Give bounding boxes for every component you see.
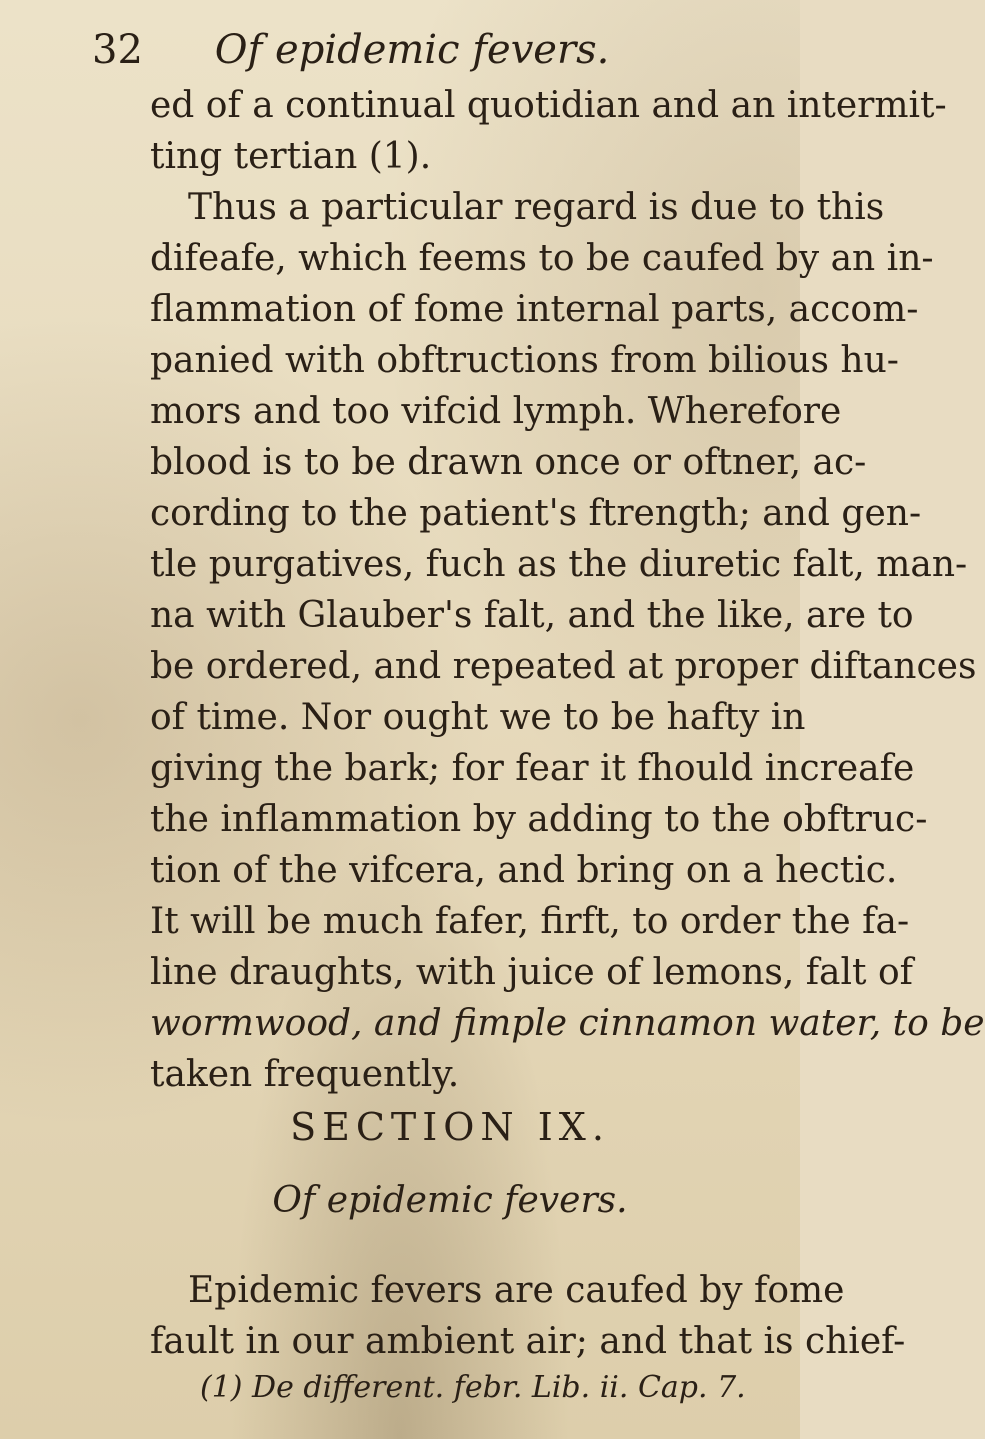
text-line: of time. Nor ought we to be hafty in — [150, 697, 806, 738]
text-line: line draughts, with juice of lemons, falt of — [150, 952, 913, 993]
main-text — [150, 80, 985, 1100]
text-line: fault in our ambient air; and that is chief- — [150, 1321, 906, 1362]
text-line: difeafe, which feems to be caufed by an in- — [150, 238, 934, 279]
text-line: tle purgatives, fuch as the diuretic falt, man- — [150, 544, 968, 585]
text-line: blood is to be drawn once or oftner, ac- — [150, 442, 867, 483]
section-text — [150, 1265, 906, 1367]
text-line: Epidemic fevers are caufed by fome — [188, 1270, 845, 1311]
text-line: It will be much fafer, firft, to order the fa- — [150, 901, 910, 942]
running-title: Of epidemic fevers. — [214, 27, 610, 73]
text-line: flammation of fome internal parts, accom- — [150, 289, 919, 330]
running-head — [92, 22, 752, 78]
footnote: (1) De different. febr. Lib. ii. Cap. 7. — [200, 1370, 746, 1405]
text-line: mors and too vifcid lymph. Wherefore — [150, 391, 842, 432]
page-number: 32 — [92, 27, 143, 73]
text-line: ting tertian (1). — [150, 136, 432, 177]
section-heading: SECTION IX. — [290, 1105, 610, 1149]
text-line: cording to the patient's ftrength; and gen- — [150, 493, 922, 534]
text-line: be ordered, and repeated at proper diftances — [150, 646, 977, 687]
text-line: giving the bark; for fear it fhould increafe — [150, 748, 915, 789]
text-line: Thus a particular regard is due to this — [188, 187, 885, 228]
text-line: the inflammation by adding to the obftruc- — [150, 799, 928, 840]
text-line: tion of the vifcera, and bring on a hectic. — [150, 850, 898, 891]
section-subtitle: Of epidemic fevers. — [272, 1180, 628, 1221]
text-line: panied with obftructions from bilious hu- — [150, 340, 899, 381]
text-line: wormwood, and fimple cinnamon water, to be — [150, 1003, 985, 1044]
text-line: na with Glauber's falt, and the like, are to — [150, 595, 914, 636]
text-line: ed of a continual quotidian and an intermit- — [150, 85, 947, 126]
text-line: taken frequently. — [150, 1054, 460, 1095]
